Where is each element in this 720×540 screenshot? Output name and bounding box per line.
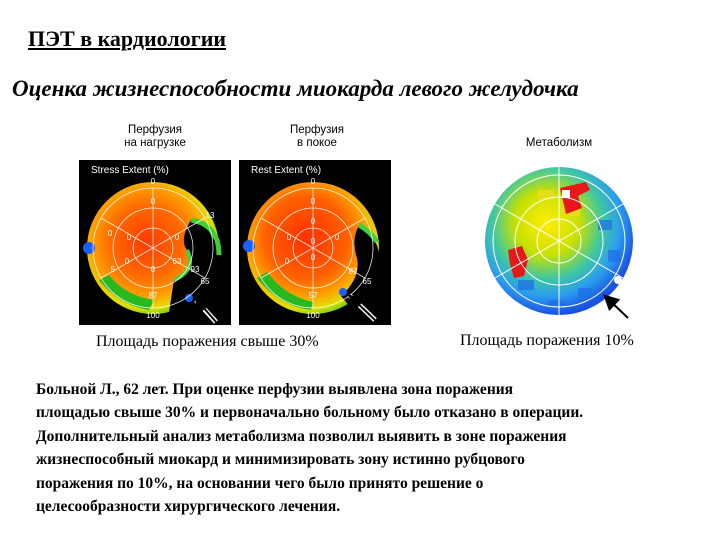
stress-overlay-title: Stress Extent (%) [91,165,169,176]
rest-seg-label: 0 [284,257,290,266]
stress-label-line2: на нагрузке [124,137,186,149]
stress-seg-label: 0 [150,177,156,186]
slide-subtitle: Оценка жизнеспособности миокарда левого желудочка [12,76,579,101]
stress-seg-label: 87 [148,291,158,300]
case-description-line: поражения по 10%, на основании чего было принято решение о [36,474,484,492]
rest-seg-label: 87 [348,267,358,276]
metabolism-polar-map [478,160,640,322]
stress-seg-label: 5 [110,265,116,274]
rest-seg-label: 0 [286,233,292,242]
caption-metabolism-area: Площадь поражения 10% [460,332,634,349]
rest-label-line1: Перфузия [289,124,345,136]
rest-seg-label: 0 [310,197,316,206]
caption-perfusion-area: Площадь поражения свыше 30% [96,333,319,350]
rest-seg-label: 65 [362,277,372,286]
case-description-line: Больной Л., 62 лет. При оценке перфузии выявлена зона поражения [36,381,514,398]
rest-polar-map [239,160,391,325]
case-description-line: Дополнительный анализ метаболизма позволил выявить в зоне поражения [36,427,567,445]
stress-seg-label: 0 [174,233,180,242]
rest-seg-label: 0 [310,237,316,246]
case-description-line: целесообразности хирургического лечения. [36,498,341,516]
rest-label-line2: в покое [297,137,337,149]
metabolism-label: Метаболизм [525,137,593,149]
stress-seg-label: 65 [200,277,210,286]
stress-seg-label: 0 [124,257,130,266]
rest-perfusion-label [262,124,372,150]
stress-seg-label: 0 [107,229,113,238]
stress-seg-label: 63 [172,257,182,266]
case-description [36,378,706,518]
case-description-line: площадью свыше 30% и первоначально больному было отказано в операции. [36,404,584,422]
stress-seg-label: 93 [190,265,200,274]
stress-perfusion-label [100,124,210,150]
stress-seg-label: 13 [205,211,215,220]
stress-label-line1: Перфузия [127,124,183,136]
slide-title: ПЭТ в кардиологии [28,26,227,51]
stress-polar-map [79,160,231,325]
rest-seg-label: 0 [310,217,316,226]
stress-seg-label: 0 [150,197,156,206]
rest-seg-label: 100 [306,311,320,320]
stress-seg-label: 0 [150,265,156,274]
rest-seg-label: 57 [308,291,318,300]
rest-seg-label: 0 [310,253,316,262]
rest-seg-label: 0 [334,233,340,242]
rest-seg-label: 0 [310,177,316,186]
rest-overlay-title: Rest Extent (%) [251,165,322,176]
case-description-line: жизнеспособный миокард и минимизировать зону истинно рубцового [36,451,525,469]
stress-seg-label: 100 [146,311,160,320]
stress-seg-label: 0 [126,233,132,242]
